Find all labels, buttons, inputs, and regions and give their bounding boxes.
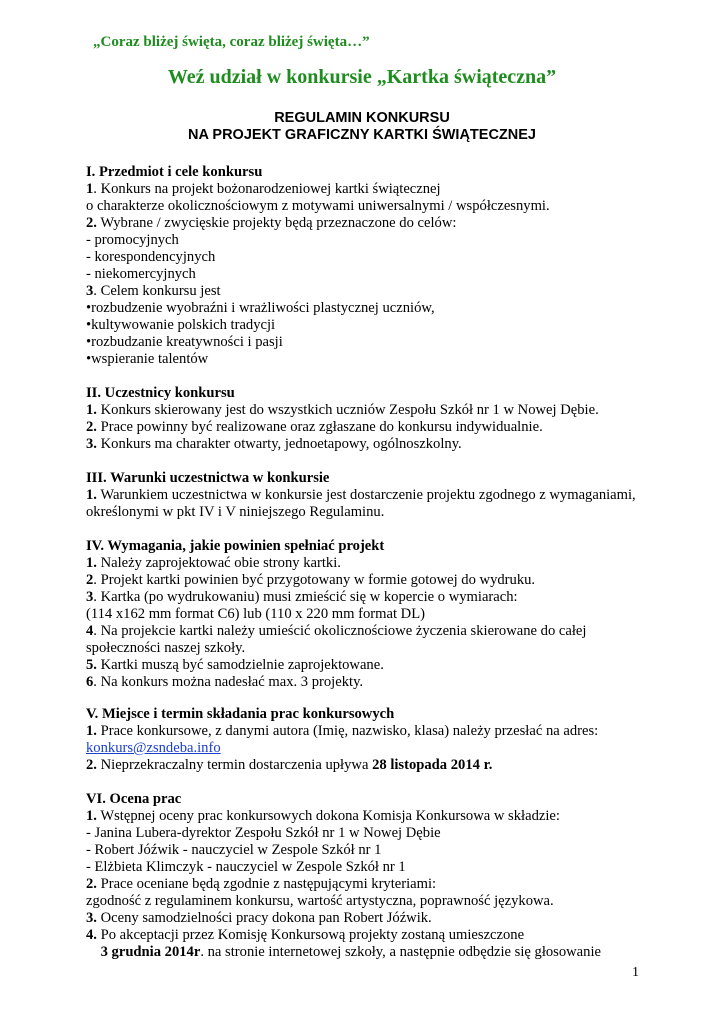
- list-item: 2. Projekt kartki powinien być przygotowany w formie gotowej do wydruku.: [86, 572, 536, 588]
- list-item: - promocyjnych: [86, 232, 179, 248]
- list-item: •wspieranie talentów: [86, 351, 209, 367]
- regulamin-subtitle: NA PROJEKT GRAFICZNY KARTKI ŚWIĄTECZNEJ: [187, 127, 536, 143]
- list-item: 6. Na konkurs można nadesłać max. 3 projekty.: [86, 674, 364, 690]
- list-item: (114 x162 mm format C6) lub (110 x 220 mm format DL): [86, 606, 425, 622]
- list-item: 3. Kartka (po wydrukowaniu) musi zmieścić się w kopercie o wymiarach:: [86, 589, 518, 605]
- section-5-heading: V. Miejsce i termin składania prac konkursowych: [86, 706, 395, 722]
- list-item: 2. Prace oceniane będą zgodnie z następującymi kryteriami:: [86, 876, 437, 892]
- list-item: 2. Nieprzekraczalny termin dostarczenia upływa 28 listopada 2014 r.: [86, 757, 493, 773]
- section-2-heading: II. Uczestnicy konkursu: [86, 385, 235, 401]
- list-item: 4. Po akceptacji przez Komisję Konkursową projekty zostaną umieszczone: [86, 927, 525, 943]
- list-item: 1. Prace konkursowe, z danymi autora (Imię, nazwisko, klasa) należy przesłać na adres:: [86, 723, 599, 739]
- list-item: 3. Konkurs ma charakter otwarty, jednoetapowy, ogólnoszkolny.: [86, 436, 462, 452]
- list-item: •kultywowanie polskich tradycji: [86, 317, 276, 333]
- section-6-heading: VI. Ocena prac: [86, 791, 182, 807]
- list-item: 1. Warunkiem uczestnictwa w konkursie jest dostarczenie projektu zgodnego z wymaganiami,: [86, 487, 636, 503]
- list-item: określonymi w pkt IV i V niniejszego Regulaminu.: [86, 504, 385, 520]
- list-item: •rozbudzenie wyobraźni i wrażliwości plastycznej uczniów,: [86, 300, 435, 316]
- list-item: 1. Wstępnej oceny prac konkursowych dokona Komisja Konkursowa w składzie:: [86, 808, 560, 824]
- list-item: •rozbudzanie kreatywności i pasji: [86, 334, 283, 350]
- list-item: 3. Celem konkursu jest: [86, 283, 221, 299]
- regulamin-title: REGULAMIN KONKURSU: [274, 110, 450, 126]
- list-item: - korespondencyjnych: [86, 249, 216, 265]
- page-title: Weź udział w konkursie „Kartka świąteczna”: [167, 66, 557, 88]
- list-item: 3. Oceny samodzielności pracy dokona pan Robert Jóźwik.: [86, 910, 432, 926]
- list-item: 2. Wybrane / zwycięskie projekty będą przeznaczone do celów:: [86, 215, 457, 231]
- list-item: 1. Należy zaprojektować obie strony kartki.: [86, 555, 341, 571]
- list-item: 1. Konkurs skierowany jest do wszystkich uczniów Zespołu Szkół nr 1 w Nowej Dębie.: [86, 402, 599, 418]
- list-item: - Janina Lubera-dyrektor Zespołu Szkół nr 1 w Nowej Dębie: [86, 825, 441, 841]
- page-number: 1: [632, 965, 639, 980]
- section-1-heading: I. Przedmiot i cele konkursu: [86, 164, 263, 180]
- list-item: zgodność z regulaminem konkursu, wartość artystyczna, poprawność językowa.: [86, 893, 554, 909]
- list-item: - Robert Jóźwik - nauczyciel w Zespole Szkół nr 1: [86, 842, 382, 858]
- tagline: „Coraz bliżej święta, coraz bliżej święta…”: [93, 34, 370, 50]
- list-item: - niekomercyjnych: [86, 266, 196, 282]
- list-item: 2. Prace powinny być realizowane oraz zgłaszane do konkursu indywidualnie.: [86, 419, 543, 435]
- email-link[interactable]: konkurs@zsndeba.info: [86, 740, 221, 756]
- list-item: 5. Kartki muszą być samodzielnie zaprojektowane.: [86, 657, 384, 673]
- list-item: - Elżbieta Klimczyk - nauczyciel w Zespole Szkół nr 1: [86, 859, 406, 875]
- list-item: 4. Na projekcie kartki należy umieścić okolicznościowe życzenia skierowane do całej: [86, 623, 587, 639]
- list-item: 1. Konkurs na projekt bożonarodzeniowej kartki świątecznej: [86, 181, 441, 197]
- list-item: społeczności naszej szkoły.: [86, 640, 246, 656]
- section-4-heading: IV. Wymagania, jakie powinien spełniać projekt: [86, 538, 385, 554]
- list-item: 3 grudnia 2014r. na stronie internetowej szkoły, a następnie odbędzie się głosowanie: [86, 944, 601, 960]
- section-3-heading: III. Warunki uczestnictwa w konkursie: [86, 470, 330, 486]
- list-item: o charakterze okolicznościowym z motywami uniwersalnymi / współczesnymi.: [86, 198, 550, 214]
